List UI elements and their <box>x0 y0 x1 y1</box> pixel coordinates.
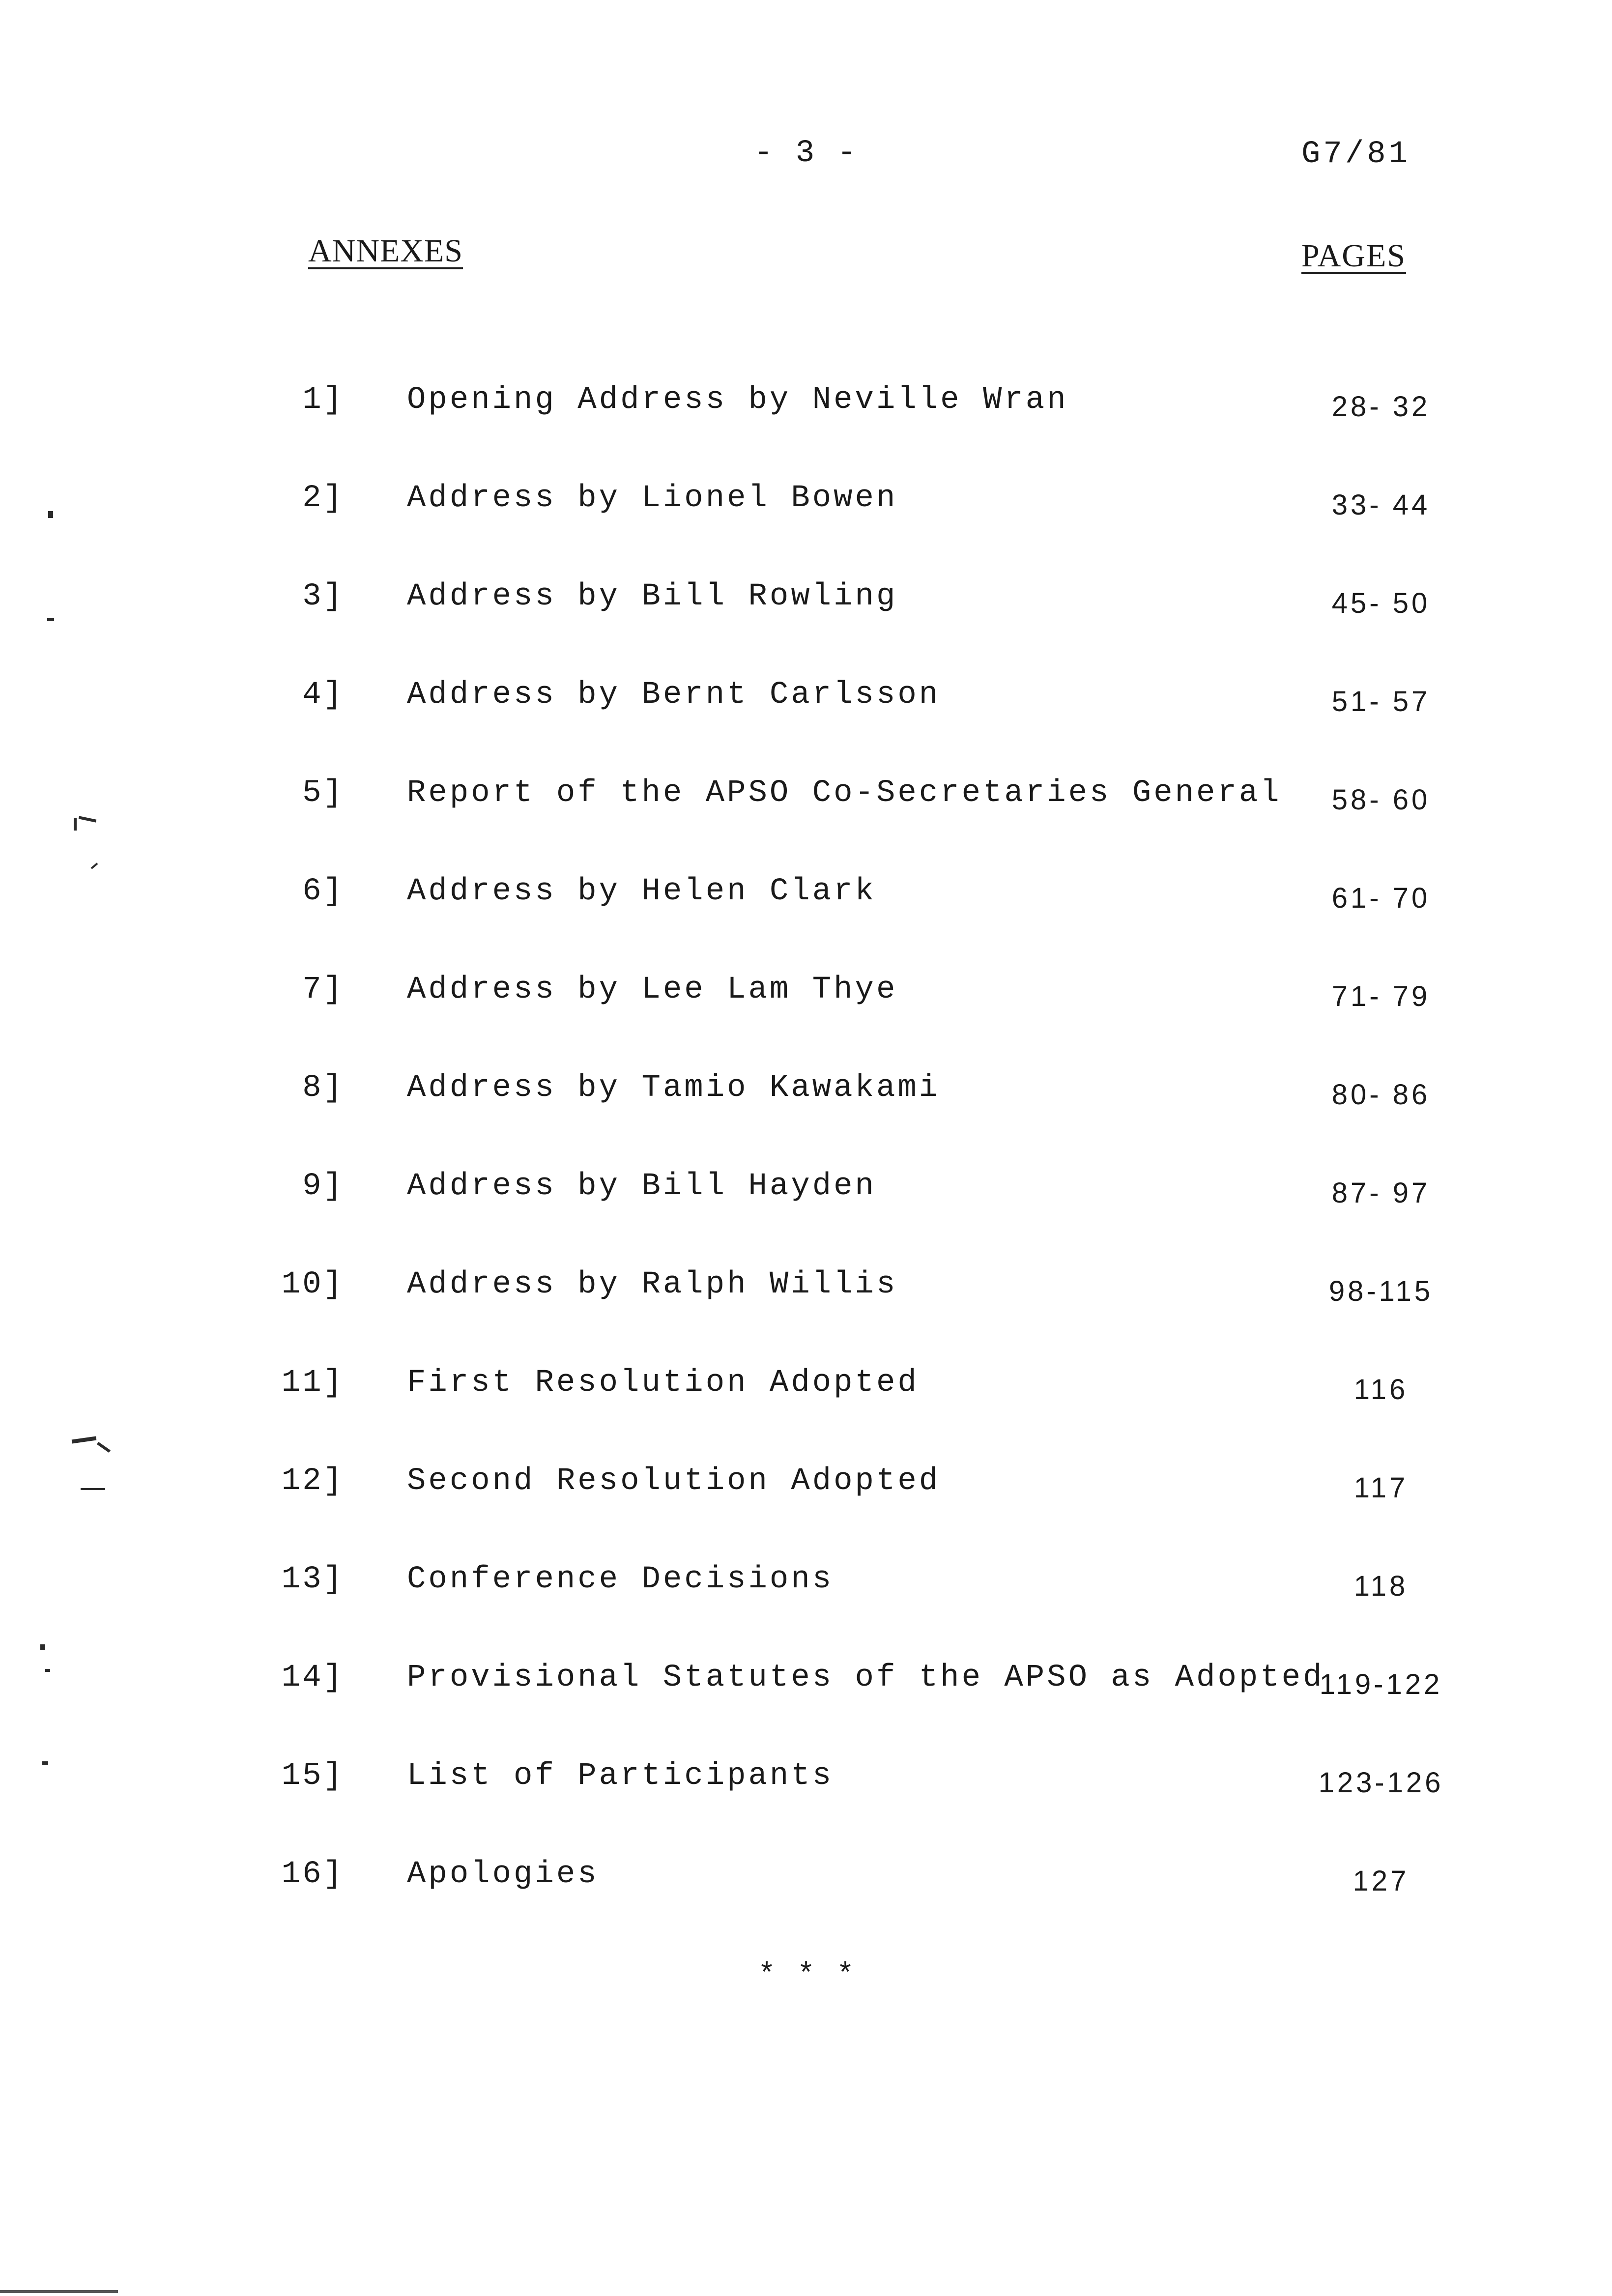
annex-title: Opening Address by Neville Wran <box>407 382 1068 418</box>
annex-row-15 <box>0 1758 1612 1812</box>
scan-speck <box>45 1669 50 1672</box>
annex-row-8 <box>0 1070 1612 1124</box>
annex-number: 6] <box>302 874 344 909</box>
annex-pages: 127 <box>1353 1865 1410 1897</box>
annex-title: First Resolution Adopted <box>407 1365 919 1401</box>
scan-edge-line <box>0 2290 118 2293</box>
annex-pages: 71- 79 <box>1331 980 1431 1012</box>
annex-number: 12] <box>281 1464 344 1499</box>
annex-row-11 <box>0 1365 1612 1419</box>
annex-pages: 119-122 <box>1319 1668 1443 1700</box>
annex-pages: 51- 57 <box>1331 686 1431 718</box>
scan-speck <box>91 862 98 869</box>
annex-row-7 <box>0 972 1612 1026</box>
scan-speck <box>72 1436 97 1444</box>
scan-speck <box>47 618 54 621</box>
annex-row-14 <box>0 1660 1612 1714</box>
pages-heading: PAGES <box>1301 238 1406 274</box>
scan-speck <box>74 818 77 831</box>
annex-number: 16] <box>281 1857 344 1892</box>
annex-title: List of Participants <box>407 1758 834 1794</box>
separator-star: * <box>757 1959 776 1992</box>
annex-pages: 116 <box>1353 1374 1409 1406</box>
annex-title: Address by Helen Clark <box>407 874 876 909</box>
separator-star: * <box>797 1959 815 1992</box>
annex-number: 13] <box>281 1562 344 1597</box>
scan-speck <box>48 511 53 518</box>
section-separator <box>747 1961 865 1990</box>
page-number: - 3 - <box>753 136 859 171</box>
annex-pages: 80- 86 <box>1331 1079 1431 1111</box>
annex-row-6 <box>0 874 1612 928</box>
annex-row-1 <box>0 382 1612 436</box>
annex-title: Apologies <box>407 1857 599 1892</box>
annex-number: 5] <box>302 775 344 811</box>
annex-number: 10] <box>281 1267 344 1302</box>
annex-pages: 33- 44 <box>1331 489 1431 521</box>
annex-pages: 61- 70 <box>1331 882 1431 914</box>
annex-title: Conference Decisions <box>407 1562 834 1597</box>
separator-star: * <box>836 1959 855 1992</box>
annex-number: 8] <box>302 1070 344 1106</box>
annex-number: 7] <box>302 972 344 1007</box>
scan-speck <box>40 1644 45 1650</box>
annex-row-2 <box>0 481 1612 535</box>
annex-title: Address by Tamio Kawakami <box>407 1070 941 1106</box>
annex-pages: 87- 97 <box>1331 1177 1431 1209</box>
annex-row-13 <box>0 1562 1612 1616</box>
annex-number: 3] <box>302 579 344 614</box>
annex-title: Address by Lee Lam Thye <box>407 972 898 1007</box>
annex-title: Address by Bernt Carlsson <box>407 677 941 713</box>
annex-row-12 <box>0 1464 1612 1518</box>
annex-pages: 58- 60 <box>1331 784 1431 816</box>
annex-pages: 118 <box>1353 1570 1409 1602</box>
annex-title: Address by Bill Hayden <box>407 1169 876 1204</box>
annex-title: Address by Bill Rowling <box>407 579 898 614</box>
annex-pages: 123-126 <box>1318 1767 1444 1799</box>
scan-speck <box>97 1442 111 1453</box>
annex-row-9 <box>0 1169 1612 1223</box>
document-reference: G7/81 <box>1301 137 1411 172</box>
annex-number: 11] <box>281 1365 344 1401</box>
annex-number: 2] <box>302 481 344 516</box>
annex-title: Address by Lionel Bowen <box>407 481 898 516</box>
annex-number: 15] <box>281 1758 344 1794</box>
annex-number: 9] <box>302 1169 344 1204</box>
annex-number: 14] <box>281 1660 344 1695</box>
annex-row-10 <box>0 1267 1612 1321</box>
annex-row-16 <box>0 1857 1612 1911</box>
annex-title: Report of the APSO Co-Secretaries General <box>407 775 1282 811</box>
annex-pages: 45- 50 <box>1331 587 1431 619</box>
annex-number: 1] <box>302 382 344 418</box>
annex-row-4 <box>0 677 1612 731</box>
annex-title: Address by Ralph Willis <box>407 1267 898 1302</box>
annex-pages: 98-115 <box>1328 1275 1434 1307</box>
annex-pages: 28- 32 <box>1331 391 1431 423</box>
annex-row-3 <box>0 579 1612 633</box>
annexes-heading: ANNEXES <box>308 233 463 269</box>
annex-number: 4] <box>302 677 344 713</box>
annex-title: Provisional Statutes of the APSO as Adopted <box>407 1660 1324 1695</box>
annex-pages: 117 <box>1353 1472 1409 1504</box>
annex-title: Second Resolution Adopted <box>407 1464 941 1499</box>
annex-row-5 <box>0 775 1612 830</box>
scan-speck <box>42 1761 48 1765</box>
scan-speck <box>81 1488 105 1490</box>
